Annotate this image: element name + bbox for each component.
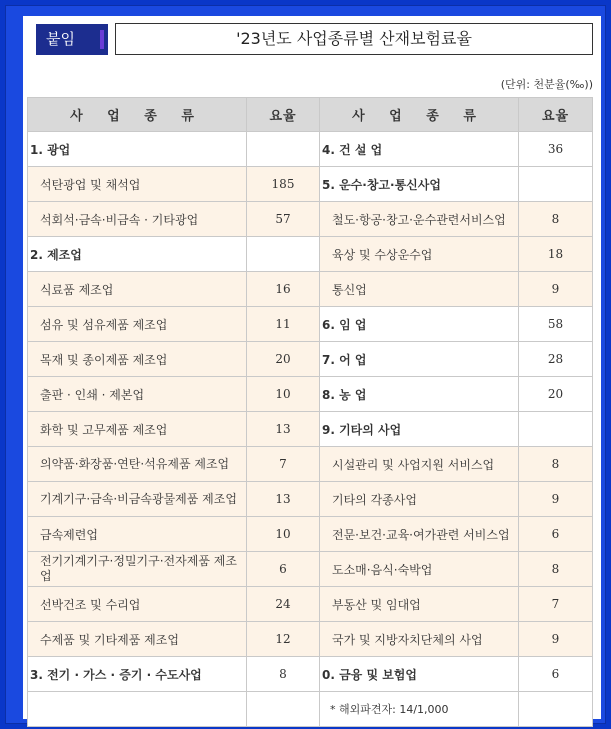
left-business-cell: 식료품 제조업 (28, 272, 247, 307)
left-business-cell: 1. 광업 (28, 132, 247, 167)
right-business-cell: 5. 운수·창고·통신사업 (320, 167, 519, 202)
table-row (28, 307, 593, 342)
right-business-cell: 통신업 (320, 272, 519, 307)
left-rate-cell: 11 (247, 307, 320, 342)
right-rate-cell: 58 (519, 307, 593, 342)
left-business-cell: 2. 제조업 (28, 237, 247, 272)
table-row (28, 517, 593, 552)
left-business-cell: 섬유 및 섬유제품 제조업 (28, 307, 247, 342)
table-row (28, 272, 593, 307)
left-rate-cell (247, 692, 320, 727)
left-business-cell: 출판 · 인쇄 · 제본업 (28, 377, 247, 412)
right-business-cell: 4. 건 설 업 (320, 132, 519, 167)
right-rate-cell (519, 412, 593, 447)
right-business-cell: 부동산 및 임대업 (320, 587, 519, 622)
table-row (28, 587, 593, 622)
right-business-cell: 9. 기타의 사업 (320, 412, 519, 447)
right-business-cell: 철도·항공·창고·운수관련서비스업 (320, 202, 519, 237)
left-rate-cell: 185 (247, 167, 320, 202)
left-business-cell: 석탄광업 및 채석업 (28, 167, 247, 202)
right-business-cell: 시설관리 및 사업지원 서비스업 (320, 447, 519, 482)
left-business-cell: 의약품·화장품·연탄·석유제품 제조업 (28, 447, 247, 482)
left-rate-cell: 20 (247, 342, 320, 377)
right-business-cell: 0. 금융 및 보험업 (320, 657, 519, 692)
left-rate-cell: 16 (247, 272, 320, 307)
table-header-row (28, 98, 593, 132)
table-row (28, 692, 593, 727)
left-business-cell: 선박건조 및 수리업 (28, 587, 247, 622)
table-row (28, 482, 593, 517)
right-rate-cell: 9 (519, 482, 593, 517)
left-business-cell: 목재 및 종이제품 제조업 (28, 342, 247, 377)
table-row (28, 412, 593, 447)
table-row (28, 202, 593, 237)
left-rate-cell: 12 (247, 622, 320, 657)
left-rate-cell: 13 (247, 482, 320, 517)
left-rate-cell: 24 (247, 587, 320, 622)
left-rate-cell: 8 (247, 657, 320, 692)
right-business-cell: * 해외파견자: 14/1,000 (320, 692, 519, 727)
table-row (28, 552, 593, 587)
right-rate-cell (519, 692, 593, 727)
blue-frame (5, 5, 606, 724)
header-business-right: 사 업 종 류 (320, 98, 519, 132)
right-rate-cell: 8 (519, 447, 593, 482)
right-business-cell: 7. 어 업 (320, 342, 519, 377)
right-business-cell: 국가 및 지방자치단체의 사업 (320, 622, 519, 657)
table-row (28, 342, 593, 377)
left-rate-cell: 7 (247, 447, 320, 482)
table-row (28, 167, 593, 202)
table-row (28, 237, 593, 272)
badge-bar-icon (100, 30, 104, 49)
right-rate-cell: 8 (519, 552, 593, 587)
right-rate-cell: 18 (519, 237, 593, 272)
right-rate-cell: 9 (519, 272, 593, 307)
left-rate-cell: 10 (247, 377, 320, 412)
right-rate-cell: 8 (519, 202, 593, 237)
document-panel (23, 16, 601, 719)
left-rate-cell (247, 237, 320, 272)
table-row (28, 622, 593, 657)
header-rate-right: 요율 (519, 98, 593, 132)
left-rate-cell (247, 132, 320, 167)
right-business-cell: 기타의 각종사업 (320, 482, 519, 517)
right-rate-cell: 20 (519, 377, 593, 412)
rate-table (27, 97, 593, 727)
left-rate-cell: 57 (247, 202, 320, 237)
left-business-cell: 기계기구·금속·비금속광물제품 제조업 (28, 482, 247, 517)
left-business-cell: 석회석·금속·비금속 · 기타광업 (28, 202, 247, 237)
right-business-cell: 도소매·음식·숙박업 (320, 552, 519, 587)
left-rate-cell: 10 (247, 517, 320, 552)
right-rate-cell: 6 (519, 517, 593, 552)
header-rate-left: 요율 (247, 98, 320, 132)
right-rate-cell: 28 (519, 342, 593, 377)
attachment-badge (36, 24, 108, 55)
left-rate-cell: 6 (247, 552, 320, 587)
left-rate-cell: 13 (247, 412, 320, 447)
table-row (28, 447, 593, 482)
table-body (28, 132, 593, 727)
badge-label: 붙임 (46, 30, 75, 48)
right-business-cell: 8. 농 업 (320, 377, 519, 412)
right-rate-cell: 7 (519, 587, 593, 622)
right-rate-cell: 9 (519, 622, 593, 657)
left-business-cell: 금속제련업 (28, 517, 247, 552)
left-business-cell: 화학 및 고무제품 제조업 (28, 412, 247, 447)
table-row (28, 132, 593, 167)
page-title: '23년도 사업종류별 산재보험료율 (115, 23, 593, 55)
right-rate-cell: 36 (519, 132, 593, 167)
left-business-cell: 수제품 및 기타제품 제조업 (28, 622, 247, 657)
right-rate-cell: 6 (519, 657, 593, 692)
table-row (28, 657, 593, 692)
left-business-cell: 전기기계기구·정밀기구·전자제품 제조업 (28, 552, 247, 587)
right-rate-cell (519, 167, 593, 202)
unit-note: (단위: 천분율(‰)) (500, 78, 593, 91)
right-business-cell: 육상 및 수상운수업 (320, 237, 519, 272)
right-business-cell: 6. 임 업 (320, 307, 519, 342)
table-row (28, 377, 593, 412)
left-business-cell: 3. 전기 · 가스 · 증기 · 수도사업 (28, 657, 247, 692)
left-business-cell (28, 692, 247, 727)
header-business-left: 사 업 종 류 (28, 98, 247, 132)
right-business-cell: 전문·보건·교육·여가관련 서비스업 (320, 517, 519, 552)
